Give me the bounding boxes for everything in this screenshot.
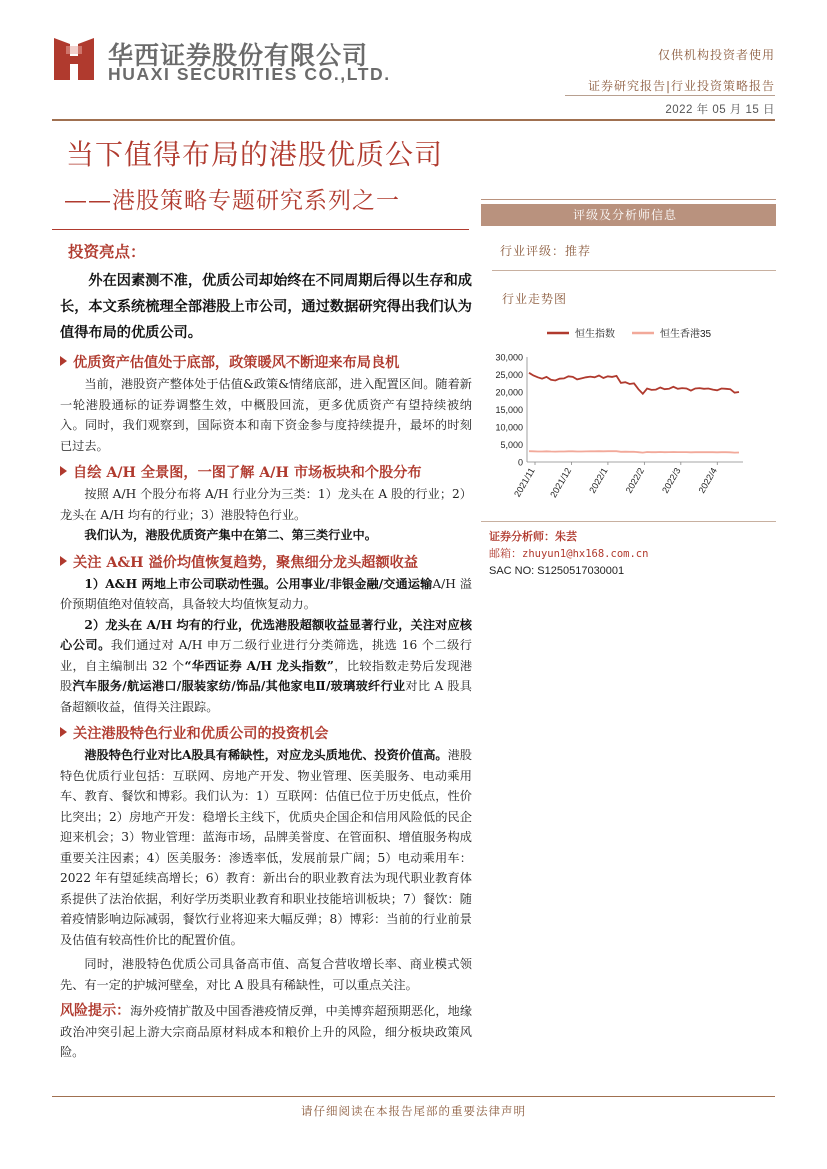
legend-label: 恒生指数 xyxy=(575,329,615,340)
section-paragraph: 按照 A/H 个股分布将 A/H 行业分为三类：1）龙头在 A 股的行业；2）龙头在 A/H 均有的行业；3）港股特色行业。 xyxy=(60,487,472,522)
y-tick-label: 20,000 xyxy=(495,387,523,398)
company-name-en: HUAXI SECURITIES CO.,LTD. xyxy=(108,64,391,84)
audience-note: 仅供机构投资者使用 xyxy=(657,48,775,62)
report-title: 当下值得布局的港股优质公司 xyxy=(66,138,444,171)
analyst-info xyxy=(489,528,648,580)
y-tick-label: 25,000 xyxy=(495,370,523,380)
sidebar-divider xyxy=(492,270,776,271)
section-paragraph: 2）龙头在 A/H 均有的行业，优选港股超额收益显著行业，关注对应核心公司。我们通过对 A/H 申万二级行业进行分类筛选，挑选 16 个二级行业，自主编制出 32 个“华西证券 A/H 龙头指数”，比较指数走势后发现港股汽车服务/航运港口/服装家纺/饰品/其他家电Ⅱ/玻璃玻纤行业对比 A 股具备超额收益，值得关注跟踪。 xyxy=(60,617,473,714)
y-tick-label: 30,000 xyxy=(495,352,523,363)
highlights-title: 投资亮点： xyxy=(68,242,146,261)
triangle-bullet-icon xyxy=(60,356,67,366)
trend-chart-title: 行业走势图 xyxy=(502,292,568,306)
section-title: 关注港股特色行业和优质公司的投资机会 xyxy=(60,723,472,745)
main-content xyxy=(60,240,472,1063)
x-tick-label: 2022/1 xyxy=(587,466,610,495)
section-paragraph: 港股特色行业对比A股具有稀缺性，对应龙头质地优、投资价值高。港股特色优质行业包括：互联网、房地产开发、物业管理、医美服务、电动乘用车、教育、餐饮和博彩。我们认为：1）互联网：估值已位于历史低点，性价比突出；2）房地产开发：稳增长主线下，优质央企国企和信用风险低的民企迎来机会；3）物业管理：蓝海市场，品牌美誉度、在管面积、增值服务构成重要关注因素；4）医美服务：渗透率低，发展前景广阔；5）电动乘用车：2022 年有望延续高增长；6）教育：新出台的职业教育法为现代职业教育体系提供了法治依据，利好学历类职业教育和职业技能培训板块；7）餐饮：随着疫情影响边际减弱，餐饮行业将迎来大幅反弹；8）博彩：当前的行业前景及估值有较高性价比的配置价值。 xyxy=(60,748,472,947)
section-title: 关注 A&H 溢价均值恢复趋势，聚焦细分龙头超额收益 xyxy=(60,552,472,574)
x-tick-label: 2022/2 xyxy=(623,466,647,495)
y-tick-label: 5,000 xyxy=(500,440,523,450)
section-title: 自绘 A/H 全景图，一图了解 A/H 市场板块和个股分布 xyxy=(60,462,472,484)
report-date: 2022 年 05 月 15 日 xyxy=(665,104,775,116)
section-paragraph: 当前，港股资产整体处于估值&政策&情绪底部，进入配置区间。随着新一轮港股通标的证券调整生效，中概股回流，更多优质资产有望持续被纳入。同时，我们观察到，国际资本和南下资金参与度持续提升，最坏的时刻已过去。 xyxy=(60,377,472,453)
title-underline xyxy=(52,229,469,230)
section-paragraph: 同时，港股特色优质公司具备高市值、高复合营收增长率、商业模式领先、有一定的护城河壁垒，对比 A 股具有稀缺性，可以重点关注。 xyxy=(60,957,472,992)
analyst-name: 证券分析师：朱芸 xyxy=(489,530,577,543)
analyst-sac-number: SAC NO: S1250517030001 xyxy=(489,565,625,577)
x-tick-label: 2021/12 xyxy=(548,466,574,500)
huaxi-logo-icon xyxy=(52,34,96,82)
report-type: 证券研究报告|行业投资策略报告 xyxy=(587,79,775,93)
section-paragraph: 1）A&H 两地上市公司联动性强。公用事业/非银金融/交通运输A/H 溢价预期值绝对值较高，具备较大均值恢复动力。 xyxy=(60,576,472,611)
x-tick-label: 2022/3 xyxy=(660,466,683,495)
sidebar-top-rule xyxy=(481,199,776,200)
sidebar-divider xyxy=(481,521,776,522)
header-divider xyxy=(565,95,775,96)
company-name-cn: 华西证券股份有限公司 xyxy=(108,41,369,70)
industry-rating: 行业评级：推荐 xyxy=(500,244,592,258)
highlights-body: 外在因素测不准，优质公司却始终在不同周期后得以生存和成长，本文系统梳理全部港股上市公司，通过数据研究得出我们认为值得布局的优质公司。 xyxy=(60,273,472,341)
legend-label: 恒生香港35 xyxy=(660,329,712,340)
sidebar-header: 评级及分析师信息 xyxy=(481,204,776,226)
triangle-bullet-icon xyxy=(60,727,67,737)
header-rule xyxy=(52,119,775,121)
industry-trend-chart xyxy=(485,317,780,527)
y-tick-label: 10,000 xyxy=(495,422,523,433)
report-subtitle: ——港股策略专题研究系列之一 xyxy=(64,188,400,214)
x-tick-label: 2022/4 xyxy=(696,466,720,495)
series-line xyxy=(529,451,739,452)
triangle-bullet-icon xyxy=(60,466,67,476)
footer-disclaimer: 请仔细阅读在本报告尾部的重要法律声明 xyxy=(301,1104,526,1118)
y-tick-label: 0 xyxy=(517,457,523,468)
x-tick-label: 2021/11 xyxy=(512,466,537,499)
section-paragraph-bold: 我们认为，港股优质资产集中在第二、第三类行业中。 xyxy=(84,528,377,542)
section-title: 优质资产估值处于底部，政策暖风不断迎来布局良机 xyxy=(60,352,472,374)
footer-rule xyxy=(52,1096,775,1097)
risk-note: 风险提示：海外疫情扩散及中国香港疫情反弹，中美博弈超预期恶化，地缘政治冲突引起上游大宗商品原材料成本和粮价上升的风险，细分板块政策风险。 xyxy=(60,1003,473,1059)
analyst-email: 邮箱：zhuyun1@hx168.com.cn xyxy=(489,547,649,560)
y-tick-label: 15,000 xyxy=(495,405,523,415)
series-line xyxy=(529,373,739,394)
triangle-bullet-icon xyxy=(60,556,67,566)
